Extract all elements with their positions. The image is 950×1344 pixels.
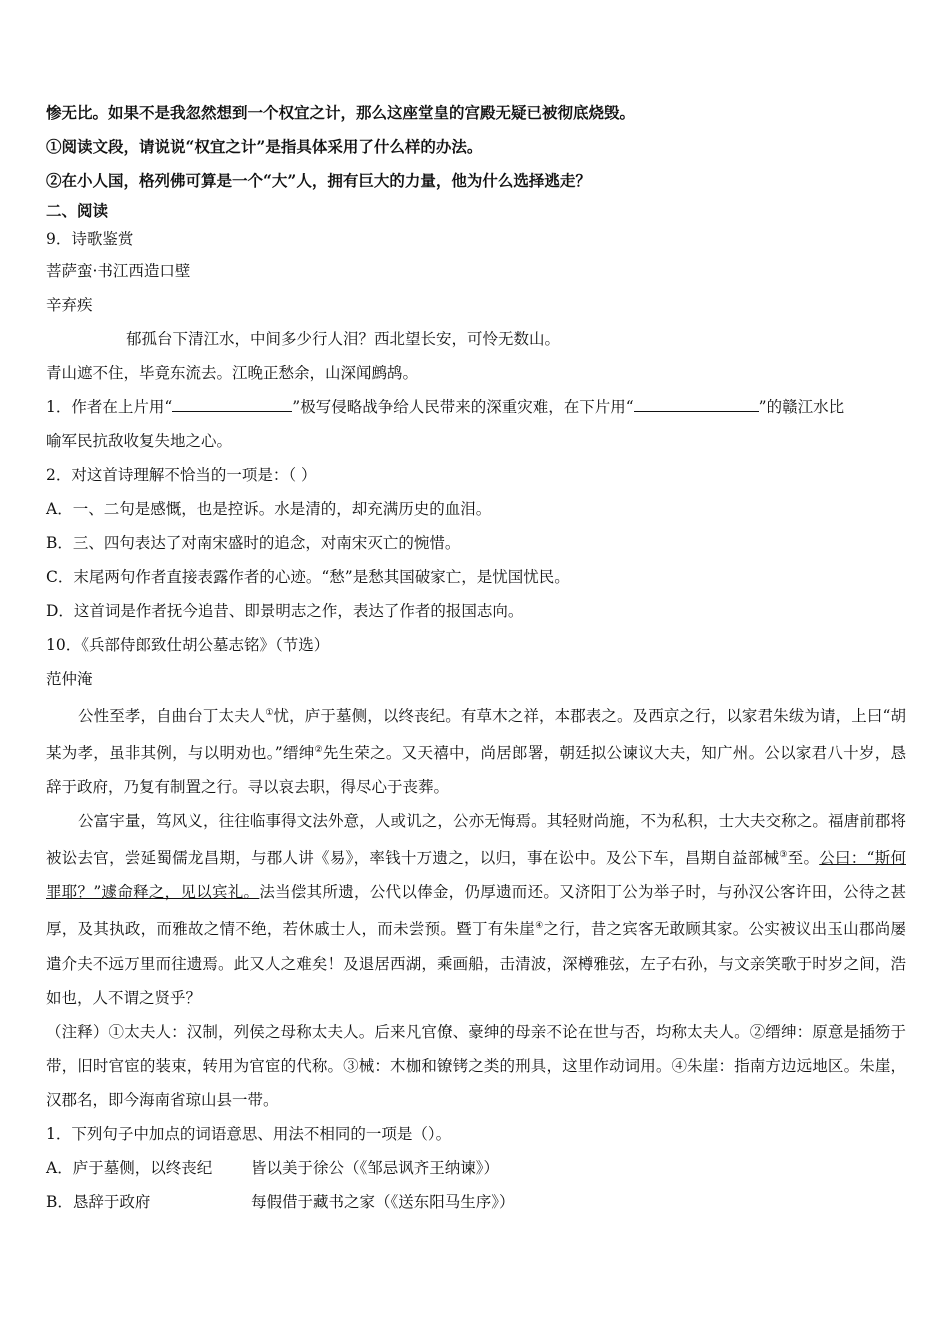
poem-line: 青山遮不住，毕竟东流去。江晚正愁余，山深闻鹧鸪。 [46, 364, 419, 382]
question-title: 10．《兵部侍郎致仕胡公墓志铭》（节选） [46, 636, 330, 654]
text-line: 喻军民抗敌收复失地之心。 [46, 432, 233, 450]
question-line: 2．对这首诗理解不恰当的一项是：（ ） [46, 466, 317, 484]
answer-blank[interactable] [172, 397, 292, 412]
text-line: 惨无比。如果不是我忽然想到一个权宜之计，那么这座堂皇的宫殿无疑已被彻底烧毁。 [46, 103, 636, 122]
passage-paragraph: 公性至孝，自曲台丁太夫人①忧，庐于墓侧，以终丧纪。有草木之祥，本郡表之。及西京之行，以家君朱绂为请，上曰“胡某为孝，虽非其例，与以明劝也。”缙绅②先生荣之。又天禧中，尚居郎署，朝廷拟公谏议大夫，知广州。公以家君八十岁，恳辞于政府，乃复有制置之行。寻以哀去职，得尽心于丧葬。 [46, 707, 906, 797]
fill-blank-question: 1．作者在上片用“ ”极写侵略战争给人民带来的深重灾难，在下片用“ ”的赣江水比 [46, 398, 845, 416]
poem-line: 郁孤台下清江水，中间多少行人泪？西北望长安，可怜无数山。 [126, 330, 561, 348]
text-author: 范仲淹 [46, 670, 93, 688]
option-d: D．这首词是作者抚今追昔、即景明志之作，表达了作者的报国志向。 [46, 602, 524, 620]
question-number: 9．诗歌鉴赏 [46, 230, 134, 248]
option-a: A．一、二句是感慨，也是控诉。水是清的，却充满历史的血泪。 [46, 500, 492, 518]
section-heading: 二、阅读 [46, 201, 109, 220]
question-line: ②在小人国，格列佛可算是一个“大”人，拥有巨大的力量，他为什么选择逃走？ [46, 171, 591, 190]
option-c: C．末尾两句作者直接表露作者的心迹。“愁”是愁其国破家亡，是忧国忧民。 [46, 568, 570, 586]
question-line: ①阅读文段，请说说“权宜之计”是指具体采用了什么样的办法。 [46, 137, 483, 156]
answer-blank[interactable] [634, 397, 759, 412]
underlined-sentence: 公曰：“斯何罪耶？”遽命释之，见以宾礼。 [46, 849, 906, 902]
passage-paragraph: 公富宇量，笃风义，往往临事得文法外意，人或讥之，公亦无悔焉。其轻财尚施，不为私积，士大夫交称之。福唐前郡将被讼去官，尝延蜀儒龙昌期，与郡人讲《易》，率钱十万遗之，以归，事在讼中。及公下车，昌期自益部械③至。公曰：“斯何罪耶？”遽命释之，见以宾礼。法当偿其所遗，公代以俸金，仍厚遗而还。又济阳丁公为举子时，与孙汉公客许田，公待之甚厚，及其执政，而雅故之情不绝，若休戚士人，而未尝预。暨丁有朱崖④之行，昔之宾客无敢顾其家。公实被议出玉山郡尚屡遣介夫不远万里而往遗焉。此又人之难矣！及退居西湖，乘画船，击清波，深樽雅弦，左子右孙，与文亲笑歌于时岁之间，浩如也，人不谓之贤乎？ [46, 812, 906, 1007]
poem-title: 菩萨蛮·书江西造口壁 [46, 262, 191, 280]
poem-author: 辛弃疾 [46, 296, 93, 314]
annotation-note: （注释）①太夫人：汉制，列侯之母称太夫人。后来凡官僚、豪绅的母亲不论在世与否，均称太夫人。②缙绅：原意是插笏于带，旧时官宦的装束，转用为官宦的代称。③械：木枷和镣铐之类的刑具，这里作动词用。④朱崖：指南方边远地区。朱崖，汉郡名，即今海南省琼山县一带。 [46, 1022, 906, 1109]
option-b: B．恳辞于政府 每假借于藏书之家（《送东阳马生序》） [46, 1192, 515, 1211]
question-line: 1．下列句子中加点的词语意思、用法不相同的一项是（）。 [46, 1124, 452, 1143]
option-b: B．三、四句表达了对南宋盛时的追念，对南宋灭亡的惋惜。 [46, 534, 461, 552]
option-a: A．庐于墓侧，以终丧纪 皆以美于徐公（《邹忌讽齐王纳谏》） [46, 1158, 500, 1177]
document-page [46, 96, 906, 1219]
